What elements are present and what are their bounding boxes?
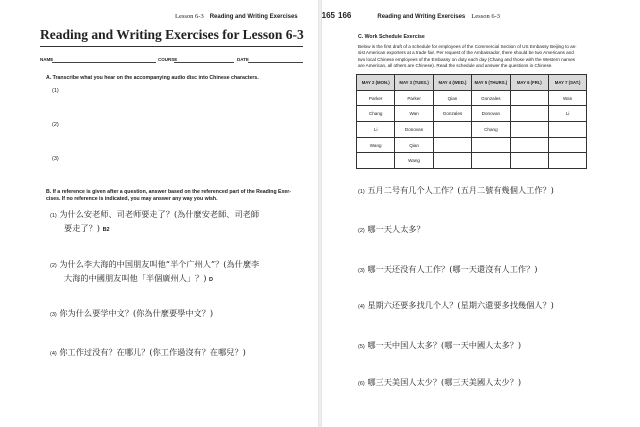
table-cell <box>357 153 395 169</box>
table-cell <box>548 153 586 169</box>
table-cell <box>433 137 471 153</box>
table-cell: Donovan <box>395 122 433 138</box>
question-number: (3) <box>50 312 57 318</box>
reference-tag: B2 <box>102 227 110 233</box>
column-header: MAY 6 (FRI.) <box>510 75 548 91</box>
transcribe-item[interactable]: (1) <box>52 88 59 94</box>
question-number: (4) <box>50 351 57 357</box>
question-number: (1) <box>358 189 365 195</box>
question-number: (3) <box>358 268 365 274</box>
table-cell <box>433 122 471 138</box>
question-text: 你工作过没有？在哪儿？(你工作過沒有？在哪兒？) <box>59 347 246 357</box>
paragraph-line: are American, all others are Chinese). Read the schedule and answer the questions in Chinese. <box>358 62 553 68</box>
question-text: 你为什么要学中文？(你為什麼要學中文？) <box>59 308 214 318</box>
question-c2 <box>358 223 425 237</box>
table-row <box>357 122 587 138</box>
table-cell: Gonzales <box>433 106 471 122</box>
running-head-lesson: Lesson 6-3 <box>471 13 500 20</box>
table-cell: Parker <box>357 90 395 106</box>
section-c-heading: C. Work Schedule Exercise <box>358 34 425 40</box>
section-b-instruction-line: cises. If no reference is indicated, you may answer any way you wish. <box>46 196 218 202</box>
table-cell: Parker <box>395 90 433 106</box>
table-cell <box>472 137 510 153</box>
question-number: (2) <box>358 228 365 234</box>
question-number: (1) <box>50 213 57 219</box>
paragraph-line: sist American exporters at a trade fair. Per request of the Ambassador, there should be two Americans and <box>358 50 574 56</box>
question-text: 哪一天中国人太多？(哪一天中國人太多？) <box>367 340 522 350</box>
course-label: COURSE <box>158 57 178 62</box>
table-cell <box>433 153 471 169</box>
question-number: (6) <box>358 381 365 387</box>
question-c4 <box>358 299 554 313</box>
table-cell <box>548 137 586 153</box>
table-cell <box>472 153 510 169</box>
question-c5 <box>358 339 521 353</box>
table-cell: Wan <box>548 90 586 106</box>
table-header-row <box>357 75 587 91</box>
table-row <box>357 137 587 153</box>
question-number: (4) <box>358 304 365 310</box>
date-label: DATE <box>237 57 249 62</box>
question-text: 哪一天还没有人工作？(哪一天還沒有人工作？) <box>367 264 538 274</box>
table-cell: Li <box>548 106 586 122</box>
name-label: NAME <box>40 57 54 62</box>
table-cell: Donovan <box>472 106 510 122</box>
question-c6 <box>358 376 521 390</box>
table-cell <box>510 122 548 138</box>
running-head-section: Reading and Writing Exercises <box>377 14 466 20</box>
table-cell <box>548 122 586 138</box>
column-header: MAY 7 (SAT.) <box>548 75 586 91</box>
table-cell <box>510 90 548 106</box>
question-text: 哪三天美国人太少？(哪三天美國人太少？) <box>367 377 522 387</box>
table-cell: Wan <box>395 106 433 122</box>
page-number: 165 <box>321 11 335 20</box>
section-b-instruction-line: B. If a reference is given after a question, answer based on the referenced part of the Reading Exer- <box>46 189 292 195</box>
table-cell: Chang <box>472 122 510 138</box>
question-c1 <box>358 184 554 198</box>
transcribe-item[interactable]: (3) <box>52 156 59 162</box>
table-cell <box>510 106 548 122</box>
question-text: 为什么安老师、司老师要走了？(為什麼安老師、司老師 <box>59 209 260 219</box>
table-row <box>357 106 587 122</box>
paragraph-line: two local Chinese employees of the Embassy on duty each day (Chang and those with the Western names <box>358 56 575 62</box>
question-text: 大海的中國朋友叫他「半個廣州人」？) <box>64 273 207 283</box>
table-cell: Qian <box>395 137 433 153</box>
running-head-right <box>338 11 500 20</box>
transcribe-item[interactable]: (2) <box>52 122 59 128</box>
question-number: (5) <box>358 344 365 350</box>
table-row <box>357 153 587 169</box>
question-text: 五月二号有几个人工作？(五月二號有幾個人工作？) <box>367 185 554 195</box>
question-number: (2) <box>50 263 57 269</box>
table-cell <box>510 153 548 169</box>
table-row <box>357 90 587 106</box>
question-text: 星期六还要多找几个人？(星期六還要多找幾個人？) <box>367 300 554 310</box>
column-header: MAY 4 (WED.) <box>433 75 471 91</box>
question-text: 要走了？) <box>64 223 100 233</box>
table-cell: Gonzales <box>472 90 510 106</box>
table-cell <box>510 137 548 153</box>
question-c3 <box>358 263 537 277</box>
table-cell: Chang <box>357 106 395 122</box>
page-number: 166 <box>338 11 352 20</box>
reference-tag: D <box>209 277 213 283</box>
column-header: MAY 5 (THURS.) <box>472 75 510 91</box>
paragraph-line: Below is the first draft of a schedule for employees of the Commercial Section of US Embassy Beijing to as- <box>358 44 577 49</box>
running-head-section: Reading and Writing Exercises <box>209 14 298 20</box>
page-title: Reading and Writing Exercises for Lesson 6-3 <box>40 27 304 42</box>
table-cell: Qian <box>433 90 471 106</box>
column-header: MAY 2 (MON.) <box>357 75 395 91</box>
work-schedule-table <box>356 74 587 169</box>
table-cell: Wang <box>395 153 433 169</box>
table-cell: Li <box>357 122 395 138</box>
column-header: MAY 3 (TUES.) <box>395 75 433 91</box>
question-text: 为什么李大海的中国朋友叫他“半个广州人”？(為什麼李 <box>59 259 260 269</box>
running-head-lesson: Lesson 6-3 <box>175 13 204 20</box>
section-a-instruction: A. Transcribe what you hear on the accompanying audio disc into Chinese characters. <box>46 75 259 81</box>
section-c-paragraph <box>358 44 612 69</box>
table-cell: Wang <box>357 137 395 153</box>
question-text: 哪一天人太多？ <box>367 224 425 234</box>
